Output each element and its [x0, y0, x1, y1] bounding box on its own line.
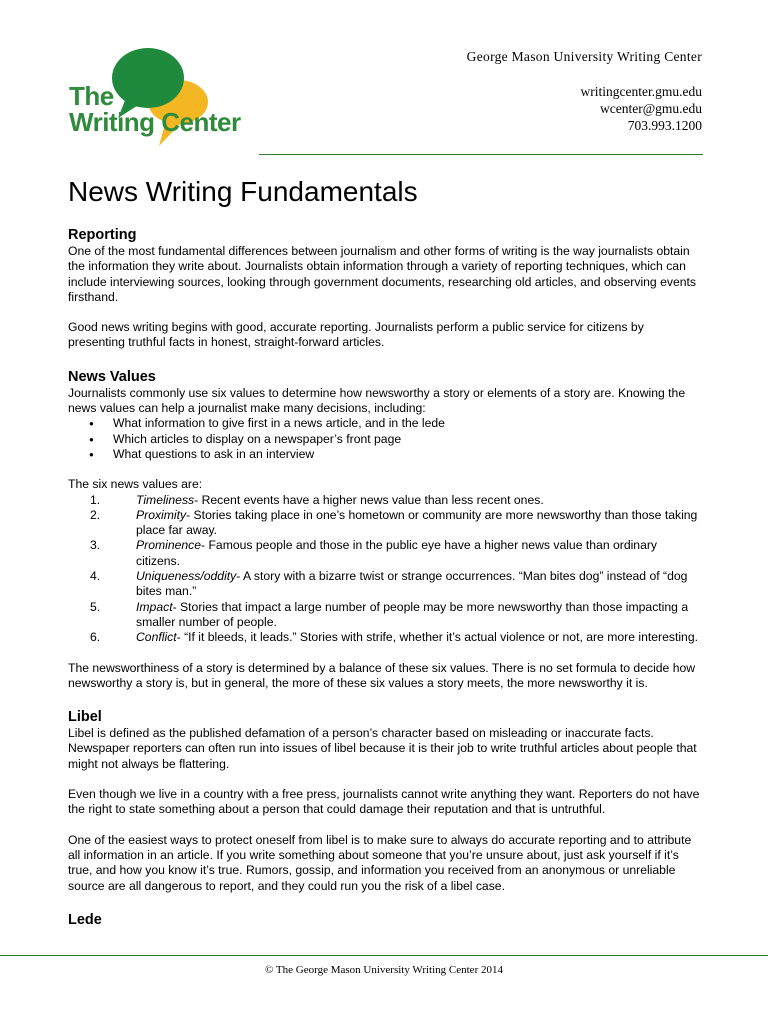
- value-term: Proximity: [136, 507, 187, 522]
- list-item: ● What questions to ask in an interview: [68, 447, 704, 462]
- list-item: [68, 600, 704, 631]
- list-item: ● Which articles to display on a newspaper’s front page: [68, 432, 704, 447]
- logo-line-2: Writing Center: [69, 107, 241, 137]
- item-number: 4.: [90, 569, 101, 584]
- values-list-intro: The six news values are:: [68, 477, 203, 492]
- list-item: [68, 538, 704, 569]
- contact-info: [467, 48, 702, 134]
- value-desc: - Stories taking place in one’s hometown or community are more newsworthy than those taking place far away.: [136, 507, 698, 538]
- org-name: George Mason University Writing Center: [466, 49, 702, 64]
- news-values-intro: Journalists commonly use six values to determine how newsworthy a story or elements of a story are. Knowing the news values can help a journalist make many decisions, including:: [68, 385, 686, 416]
- footer-copyright: © The George Mason University Writing Center 2014: [265, 964, 503, 976]
- news-values-closing: The newsworthiness of a story is determined by a balance of these six values. There is no set formula to decide how newsworthy a story is, but in general, the more of these six values a story meets, the more newsworthy it is.: [68, 660, 696, 690]
- value-desc: - Recent events have a higher news value than less recent ones.: [194, 492, 544, 507]
- value-desc: - Stories that impact a large number of people may be more newsworthy than those impacting a smaller number of people.: [136, 599, 689, 629]
- value-term: Impact: [136, 599, 173, 614]
- value-term: Prominence: [136, 538, 202, 553]
- value-term: Timeliness: [136, 492, 195, 507]
- writing-center-logo: [66, 44, 256, 154]
- value-desc: - A story with a bizarre twist or strange occurrences. “Man bites dog” instead of “dog bites man.”: [136, 569, 688, 599]
- list-item: ● What information to give first in a news article, and in the lede: [68, 416, 704, 431]
- news-values-list: [68, 493, 704, 646]
- list-item: [68, 630, 704, 645]
- item-number: 1.: [90, 492, 101, 507]
- page-title: News Writing Fundamentals: [68, 176, 418, 207]
- list-item: [68, 569, 704, 600]
- libel-paragraph-1: Libel is defined as the published defamation of a person’s character based on misleading or inaccurate facts. Newspaper reporters can often run into issues of libel because it is their job to write truthful articles about people that might not always be flattering.: [68, 726, 697, 771]
- heading-libel: Libel: [68, 709, 102, 726]
- reporting-paragraph-2: Good news writing begins with good, accurate reporting. Journalists perform a public service for citizens by presenting truthful facts in honest, straight-forward articles.: [68, 320, 644, 350]
- value-term: Uniqueness/oddity: [136, 569, 237, 584]
- item-number: 6.: [90, 630, 101, 645]
- heading-reporting: Reporting: [68, 227, 137, 243]
- heading-news-values: News Values: [68, 368, 156, 385]
- heading-lede: Lede: [68, 911, 102, 928]
- item-number: 5.: [90, 599, 101, 614]
- list-item: [68, 508, 704, 539]
- reporting-paragraph-1: One of the most fundamental differences between journalism and other forms of writing is the way journalists obtain the information they write about. Journalists obtain information through a variety of reporting techniques, which can include interviewing sources, looking through government documents, researching old articles, and observing events firsthand.: [68, 244, 697, 304]
- phone-number: 703.993.1200: [627, 118, 702, 133]
- list-item: [68, 493, 704, 508]
- logo-line-1: The: [69, 81, 114, 111]
- document-body: [68, 176, 704, 929]
- value-term: Conflict: [136, 630, 177, 645]
- libel-paragraph-2: Even though we live in a country with a free press, journalists cannot write anything they want. Reporters do not have the right to state something about a person that could damage their reputation and that is untruthful.: [68, 787, 700, 817]
- item-number: 3.: [90, 538, 101, 553]
- email-link[interactable]: wcenter@gmu.edu: [599, 101, 702, 116]
- footer-divider: [0, 955, 768, 956]
- item-number: 2.: [90, 507, 101, 522]
- header-divider: [259, 154, 703, 155]
- website-link[interactable]: writingcenter.gmu.edu: [580, 84, 702, 99]
- value-desc: - Famous people and those in the public eye have a higher news value than ordinary citizens.: [136, 538, 658, 568]
- logo-wordmark: [69, 83, 241, 135]
- decisions-list: [68, 416, 704, 462]
- libel-paragraph-3: One of the easiest ways to protect oneself from libel is to make sure to always do accurate reporting and to attribute all information in an article. If you write something about someone that you’re unsure about, just ask yourself if it’s true, and how you know it’s true. Rumors, gossip, and information you received from an anonymous or unreliable source are all dangerous to report, and they could run you the risk of a libel case.: [68, 832, 692, 893]
- value-desc: - “If it bleeds, it leads.” Stories with strife, whether it’s actual violence or not, are more interesting.: [176, 630, 698, 645]
